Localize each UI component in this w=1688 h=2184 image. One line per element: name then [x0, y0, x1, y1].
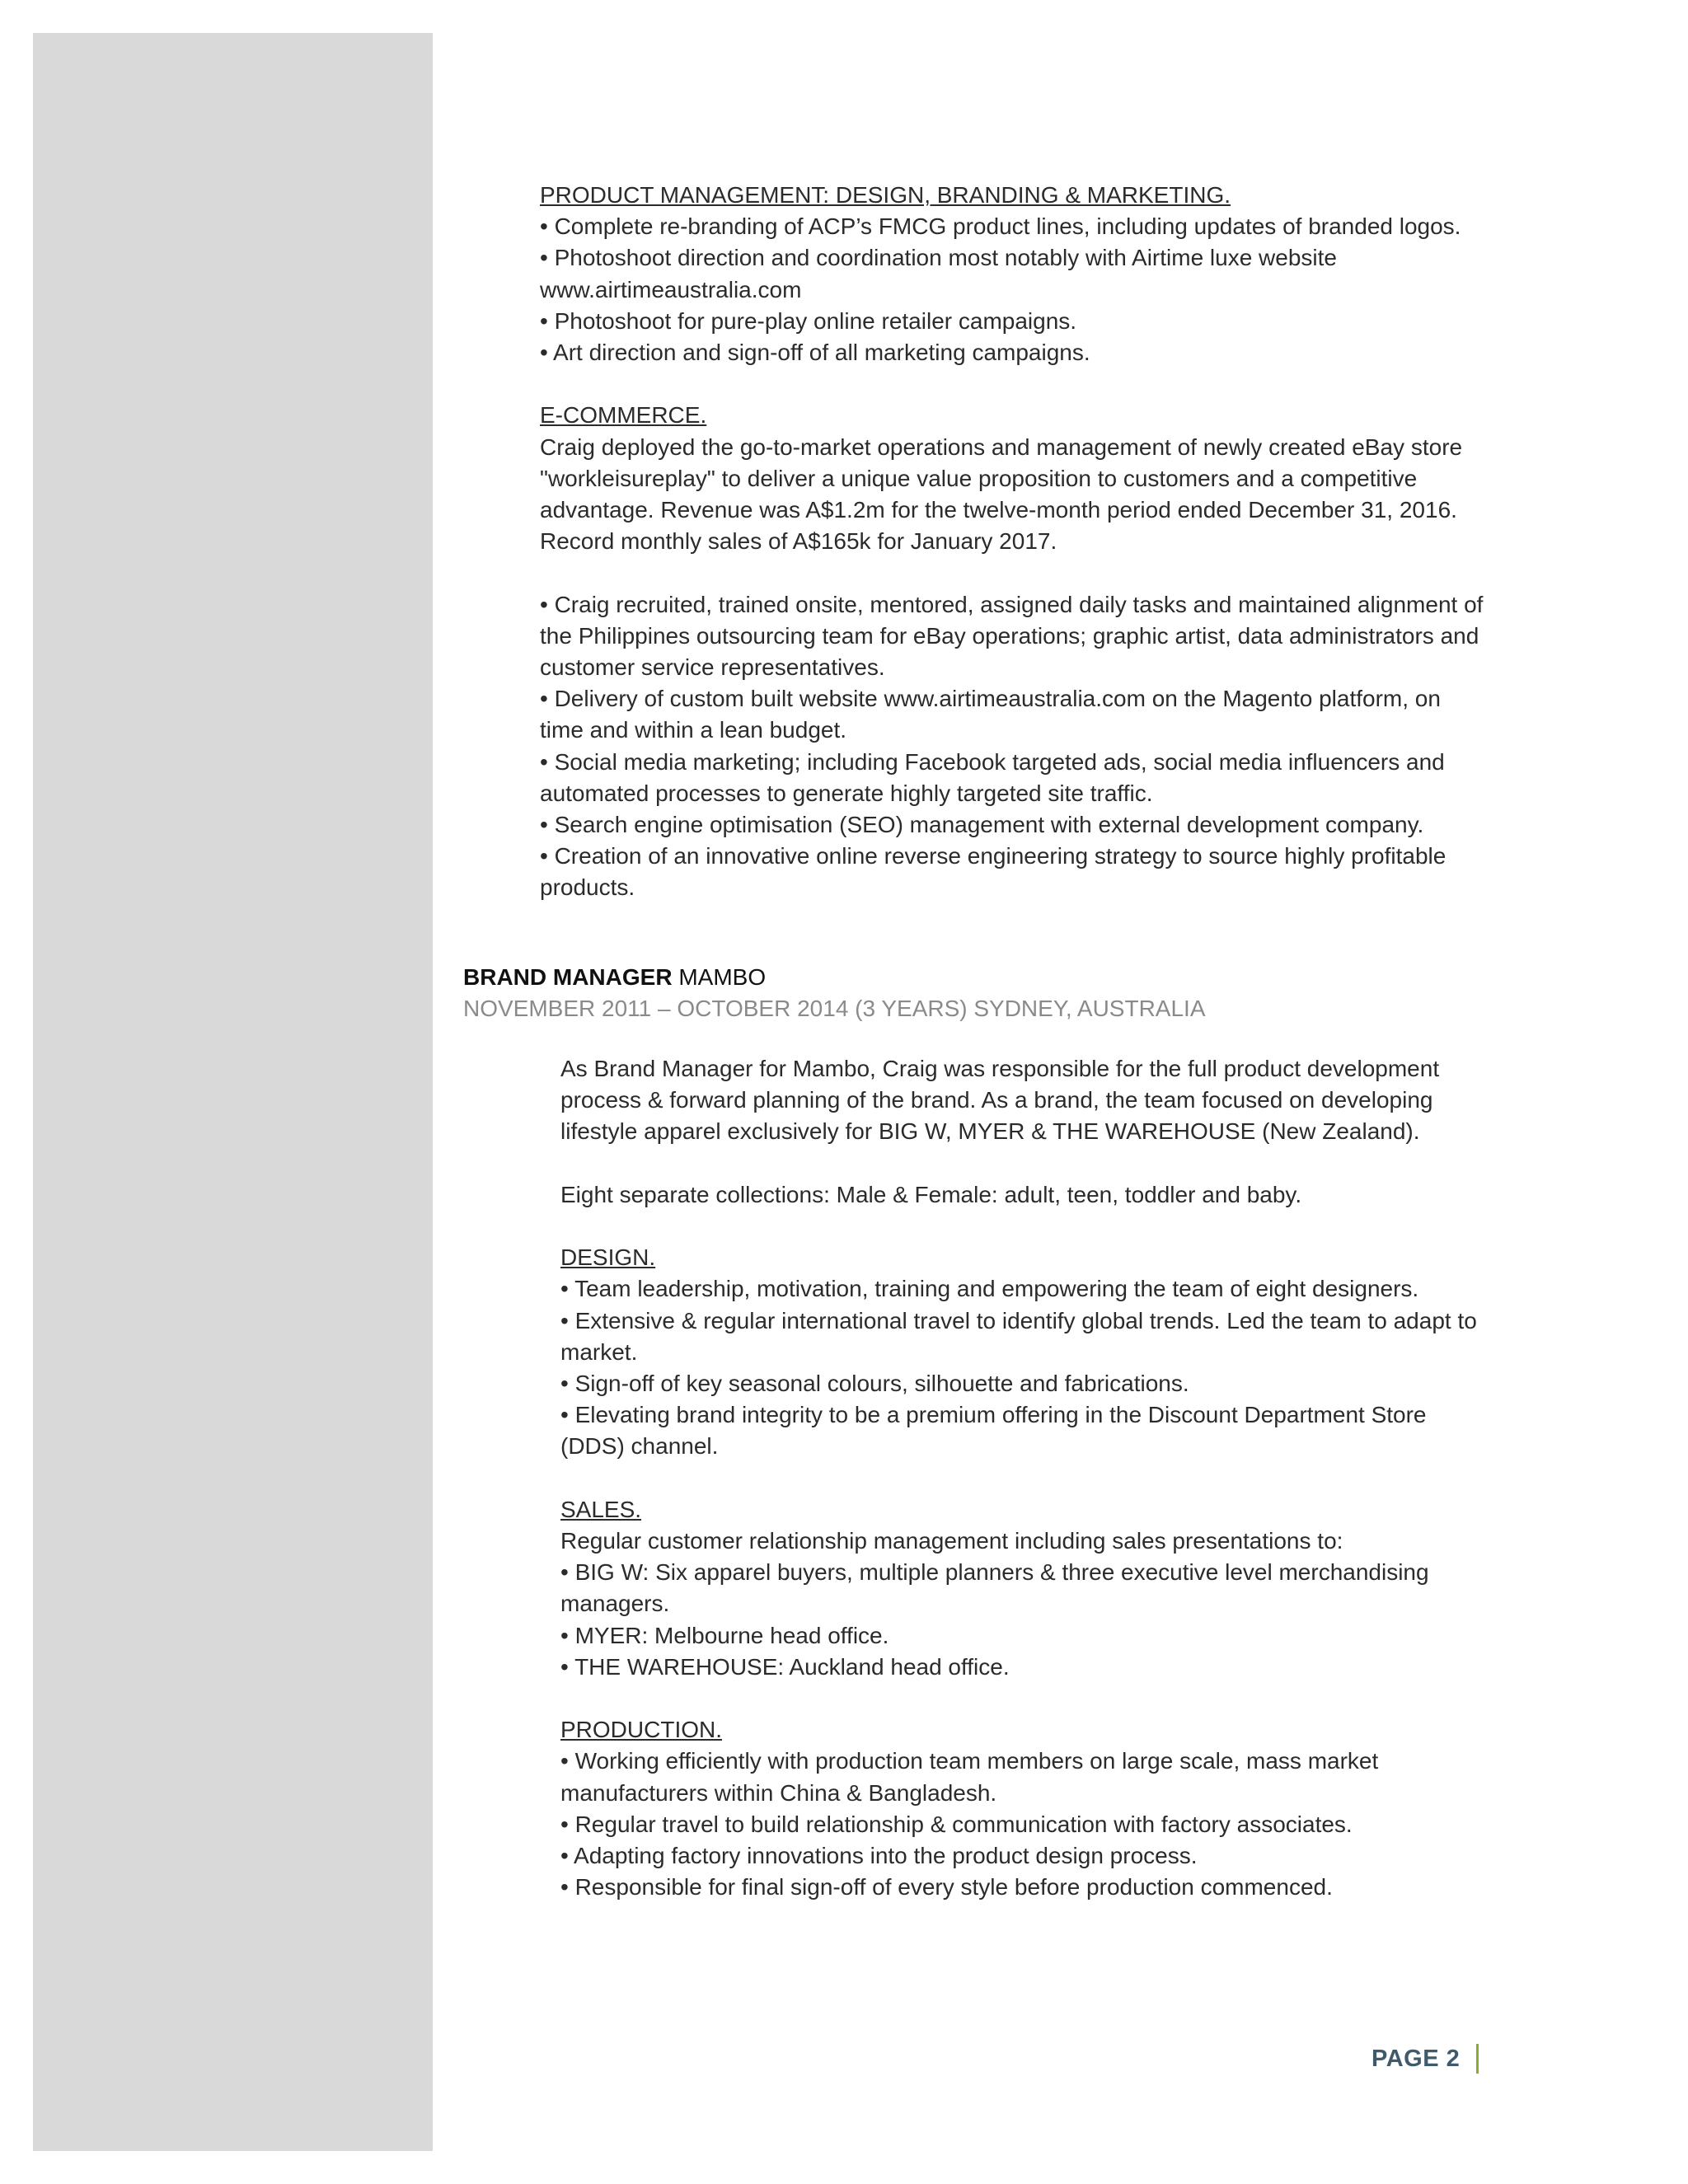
page-number: PAGE 2 [1372, 2045, 1461, 2072]
experience-details-acp [540, 180, 1488, 904]
section-heading-production: PRODUCTION. [560, 1717, 722, 1743]
bullet-item: • Sign-off of key seasonal colours, silhouette and fabrications. [560, 1371, 1189, 1396]
bullet-item: • Photoshoot for pure-play online retailer campaigns. [540, 307, 1077, 334]
spacer [560, 1683, 1492, 1714]
bullet-item: • THE WAREHOUSE: Auckland head office. [560, 1653, 1010, 1680]
bullet-item: • Regular travel to build relationship & communication with factory associates. [560, 1811, 1353, 1837]
spacer [560, 1148, 1492, 1179]
bullet-item: • Working efficiently with production team members on large scale, mass market manufacturers within China & Bangladesh. [560, 1748, 1379, 1806]
bullet-item: • Creation of an innovative online reverse engineering strategy to source highly profitable products. [540, 843, 1447, 901]
spacer [540, 368, 1488, 400]
experience-details-mambo [560, 1053, 1492, 1903]
bullet-item: • Elevating brand integrity to be a premium offering in the Discount Department Store (DDS) channel. [560, 1402, 1427, 1460]
ecommerce-paragraph: Craig deployed the go-to-market operations and management of newly created eBay store "workleisureplay" to deliver a unique value proposition to customers and a competitive advantage. Revenue was A$1.2m for the twelve-month period ended December 31, 2016. Record monthly sales of A$165k for January 2017. [540, 434, 1463, 555]
spacer [560, 1211, 1492, 1242]
bullet-item: • Adapting factory innovations into the product design process. [560, 1843, 1198, 1869]
section-heading-sales: SALES. [560, 1496, 642, 1522]
sales-intro: Regular customer relationship management including sales presentations to: [560, 1528, 1343, 1554]
page-divider-bar [1476, 2044, 1479, 2074]
job-role: BRAND MANAGER [463, 964, 673, 990]
bullet-item: • Photoshoot direction and coordination most notably with Airtime luxe website www.airtimeaustralia.com [540, 245, 1337, 302]
section-heading-ecommerce: E-COMMERCE. [540, 402, 707, 429]
bullet-item: • MYER: Melbourne head office. [560, 1622, 889, 1648]
bullet-item: • Complete re-branding of ACP’s FMCG product lines, including updates of branded logos. [540, 213, 1461, 240]
spacer [560, 1463, 1492, 1494]
section-heading-design: DESIGN. [560, 1244, 656, 1271]
bullet-item: • Search engine optimisation (SEO) management with external development company. [540, 812, 1424, 838]
spacer [540, 557, 1488, 588]
job-title [463, 962, 766, 993]
bullet-item: • Extensive & regular international travel to identify global trends. Led the team to adapt to market. [560, 1307, 1477, 1365]
bullet-item: • Social media marketing; including Facebook targeted ads, social media influencers and automated processes to generate highly targeted site traffic. [540, 748, 1445, 806]
bullet-item: • Delivery of custom built website www.airtimeaustralia.com on the Magento platform, on time and within a lean budget. [540, 686, 1441, 743]
job-dates-location: NOVEMBER 2011 – OCTOBER 2014 (3 YEARS) SYDNEY, AUSTRALIA [463, 996, 1206, 1021]
page-footer [1372, 2042, 1479, 2075]
bullet-item: • Art direction and sign-off of all marketing campaigns. [540, 340, 1090, 366]
bullet-item: • Responsible for final sign-off of every style before production commenced. [560, 1874, 1333, 1900]
bullet-item: • BIG W: Six apparel buyers, multiple planners & three executive level merchandising managers. [560, 1559, 1429, 1617]
bullet-item: • Craig recruited, trained onsite, mentored, assigned daily tasks and maintained alignment of the Philippines outsourcing team for eBay operations; graphic artist, data administrators and customer service representatives. [540, 591, 1484, 681]
bullet-item: • Team leadership, motivation, training and empowering the team of eight designers. [560, 1276, 1419, 1302]
sidebar-panel [33, 33, 433, 2151]
section-heading-product-management: PRODUCT MANAGEMENT: DESIGN, BRANDING & MARKETING. [540, 182, 1231, 208]
job-company: MAMBO [678, 964, 767, 990]
job-intro: As Brand Manager for Mambo, Craig was responsible for the full product development process & forward planning of the brand. As a brand, the team focused on developing lifestyle apparel exclusively for BIG W, MYER & THE WAREHOUSE (New Zealand). [560, 1056, 1440, 1145]
collections-text: Eight separate collections: Male & Female: adult, teen, toddler and baby. [560, 1181, 1302, 1207]
